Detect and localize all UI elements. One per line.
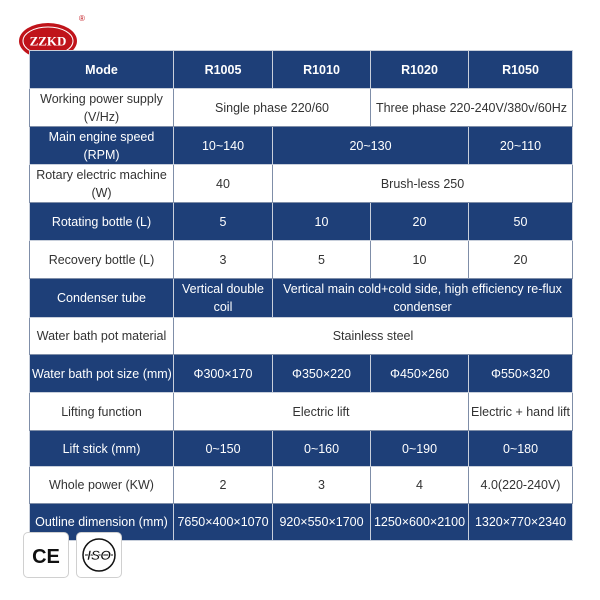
ce-mark <box>23 532 69 578</box>
logo-text: ZZKD <box>29 33 67 49</box>
spec-row <box>30 127 573 165</box>
spec-value: Φ350×220 <box>273 355 371 393</box>
row-label: Lifting function <box>30 393 174 431</box>
spec-value: Vertical main cold+cold side, high efficiency re-flux condenser <box>273 279 573 318</box>
spec-row <box>30 318 573 355</box>
row-label: Working power supply (V/Hz) <box>30 89 174 127</box>
header-row <box>30 51 573 89</box>
spec-value: 5 <box>273 241 371 279</box>
spec-row <box>30 203 573 241</box>
spec-value: 4 <box>371 467 469 504</box>
spec-value: 40 <box>174 165 273 203</box>
spec-table <box>29 50 573 541</box>
spec-value: 1250×600×2100 <box>371 504 469 541</box>
spec-value: 5 <box>174 203 273 241</box>
iso-text: ISO <box>86 547 112 563</box>
header-model: R1050 <box>469 51 573 89</box>
spec-value: 50 <box>469 203 573 241</box>
spec-value: 2 <box>174 467 273 504</box>
spec-value: 3 <box>273 467 371 504</box>
spec-value: 10~140 <box>174 127 273 165</box>
spec-value: 20 <box>371 203 469 241</box>
ce-mark-icon <box>24 533 68 577</box>
spec-value: 20~110 <box>469 127 573 165</box>
spec-value: 0~160 <box>273 431 371 467</box>
row-label: Rotary electric machine (W) <box>30 165 174 203</box>
spec-row <box>30 279 573 318</box>
spec-value: 20~130 <box>273 127 469 165</box>
row-label: Recovery bottle (L) <box>30 241 174 279</box>
header-model: R1005 <box>174 51 273 89</box>
spec-row <box>30 431 573 467</box>
spec-value: Φ450×260 <box>371 355 469 393</box>
spec-value: 4.0(220-240V) <box>469 467 573 504</box>
spec-value: 0~190 <box>371 431 469 467</box>
spec-value: Φ550×320 <box>469 355 573 393</box>
spec-value: 920×550×1700 <box>273 504 371 541</box>
spec-row <box>30 355 573 393</box>
iso-mark-icon <box>77 533 121 577</box>
iso-mark <box>76 532 122 578</box>
spec-value: Electric lift <box>174 393 469 431</box>
row-label: Lift stick (mm) <box>30 431 174 467</box>
row-label: Condenser tube <box>30 279 174 318</box>
spec-value: Electric + hand lift <box>469 393 573 431</box>
spec-row <box>30 467 573 504</box>
spec-value: 3 <box>174 241 273 279</box>
spec-row <box>30 393 573 431</box>
spec-value: 0~180 <box>469 431 573 467</box>
ce-text: CE <box>32 546 60 568</box>
row-label: Water bath pot size (mm) <box>30 355 174 393</box>
spec-value: Φ300×170 <box>174 355 273 393</box>
spec-value: Stainless steel <box>174 318 573 355</box>
spec-value: Vertical double coil <box>174 279 273 318</box>
header-model: R1020 <box>371 51 469 89</box>
spec-value: 20 <box>469 241 573 279</box>
spec-value: 0~150 <box>174 431 273 467</box>
row-label: Rotating bottle (L) <box>30 203 174 241</box>
row-label: Main engine speed (RPM) <box>30 127 174 165</box>
row-label: Outline dimension (mm) <box>30 504 174 541</box>
spec-value: Three phase 220-240V/380v/60Hz <box>371 89 573 127</box>
row-label: Whole power (KW) <box>30 467 174 504</box>
spec-value: 10 <box>371 241 469 279</box>
spec-value: 10 <box>273 203 371 241</box>
spec-value: Brush-less 250 <box>273 165 573 203</box>
spec-row <box>30 89 573 127</box>
spec-value: Single phase 220/60 <box>174 89 371 127</box>
spec-value: 1320×770×2340 <box>469 504 573 541</box>
spec-row <box>30 165 573 203</box>
header-mode: Mode <box>30 51 174 89</box>
header-model: R1010 <box>273 51 371 89</box>
spec-row <box>30 241 573 279</box>
spec-value: 7650×400×1070 <box>174 504 273 541</box>
registered-mark: ® <box>79 14 85 23</box>
row-label: Water bath pot material <box>30 318 174 355</box>
